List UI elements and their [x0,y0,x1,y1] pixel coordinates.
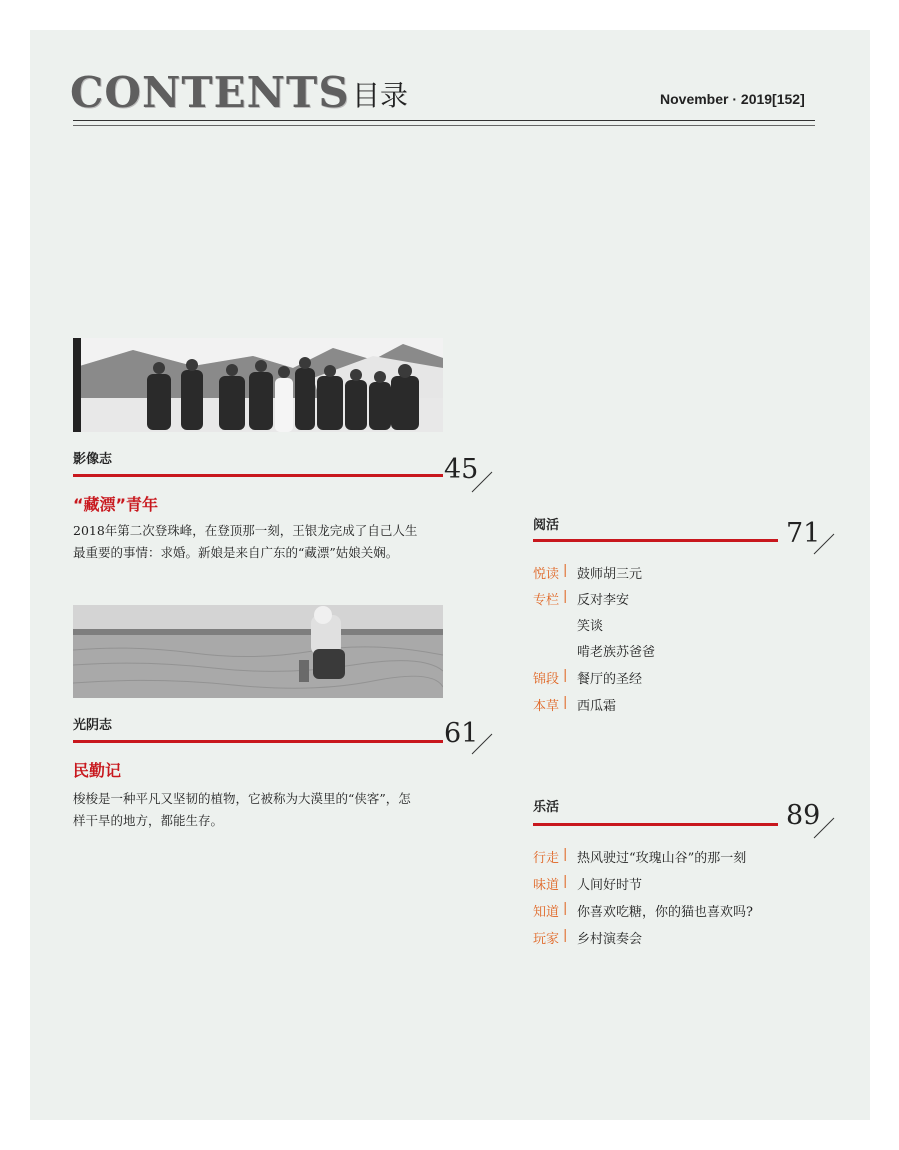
toc-separator: | [563,563,568,578]
slash-mark [812,530,836,556]
toc-separator: | [563,589,568,604]
toc-category: 味道 [533,878,560,893]
toc-category: 玩家 [533,932,560,947]
red-rule [73,740,443,743]
issue-label: November · 2019[152] [660,91,805,107]
desc-line: 梭梭是一种平凡又坚韧的植物，它被称为大漠里的“侠客”，怎 [73,791,411,806]
article-title[interactable]: 民勤记 [73,761,122,780]
toc-title: 啃老族苏爸爸 [577,645,656,660]
header-rule [73,120,815,121]
mulu-heading: 目录 [352,79,409,112]
section-label: 影像志 [73,452,113,467]
toc-category: 知道 [533,905,560,920]
section-label: 阅活 [533,518,560,533]
article-desc [73,520,453,564]
toc-title: 你喜欢吃糖，你的猫也喜欢吗? [577,905,753,920]
toc-category: 行走 [533,851,560,866]
desc-line: 2018年第二次登珠峰，在登顶那一刻，王银龙完成了自己人生 [73,523,418,538]
toc-title: 鼓师胡三元 [577,567,643,582]
toc-title: 人间好时节 [577,878,643,893]
page-number: 89 [786,800,821,831]
toc-category: 本草 [533,699,560,714]
header-rule-thin [73,125,815,126]
section-label: 乐活 [533,800,560,815]
toc-category: 悦读 [533,567,560,582]
desc-line: 最重要的事情：求婚。新娘是来自广东的“藏漂”姑娘关娴。 [73,545,399,560]
page-number: 61 [444,718,479,749]
mountain-group-photo [73,338,443,432]
toc-separator: | [563,668,568,683]
toc-title: 西瓜霜 [577,699,617,714]
slash-mark [812,814,836,840]
red-rule [533,823,778,826]
toc-separator: | [563,847,568,862]
contents-page [30,30,870,1120]
toc-title: 乡村演奏会 [577,932,643,947]
slash-mark [470,730,494,756]
toc-separator: | [563,874,568,889]
toc-category: 锦段 [533,672,560,687]
desert-child-photo [73,605,443,698]
section-label: 光阴志 [73,718,113,733]
red-rule [73,474,443,477]
toc-title: 热风驶过“玫瑰山谷”的那一刻 [577,851,747,866]
page-number: 71 [786,518,821,549]
page-number: 45 [444,454,479,485]
toc-title: 笑谈 [577,619,604,634]
toc-title: 餐厅的圣经 [577,672,643,687]
toc-separator: | [563,901,568,916]
toc-title: 反对李安 [577,593,630,608]
toc-category: 专栏 [533,593,560,608]
article-title[interactable]: “藏漂”青年 [73,495,159,514]
toc-separator: | [563,928,568,943]
toc-separator: | [563,695,568,710]
slash-mark [470,468,494,494]
article-desc [73,788,453,832]
contents-heading: CONTENTS [70,68,350,117]
desc-line: 样干旱的地方，都能生存。 [73,813,224,828]
red-rule [533,539,778,542]
